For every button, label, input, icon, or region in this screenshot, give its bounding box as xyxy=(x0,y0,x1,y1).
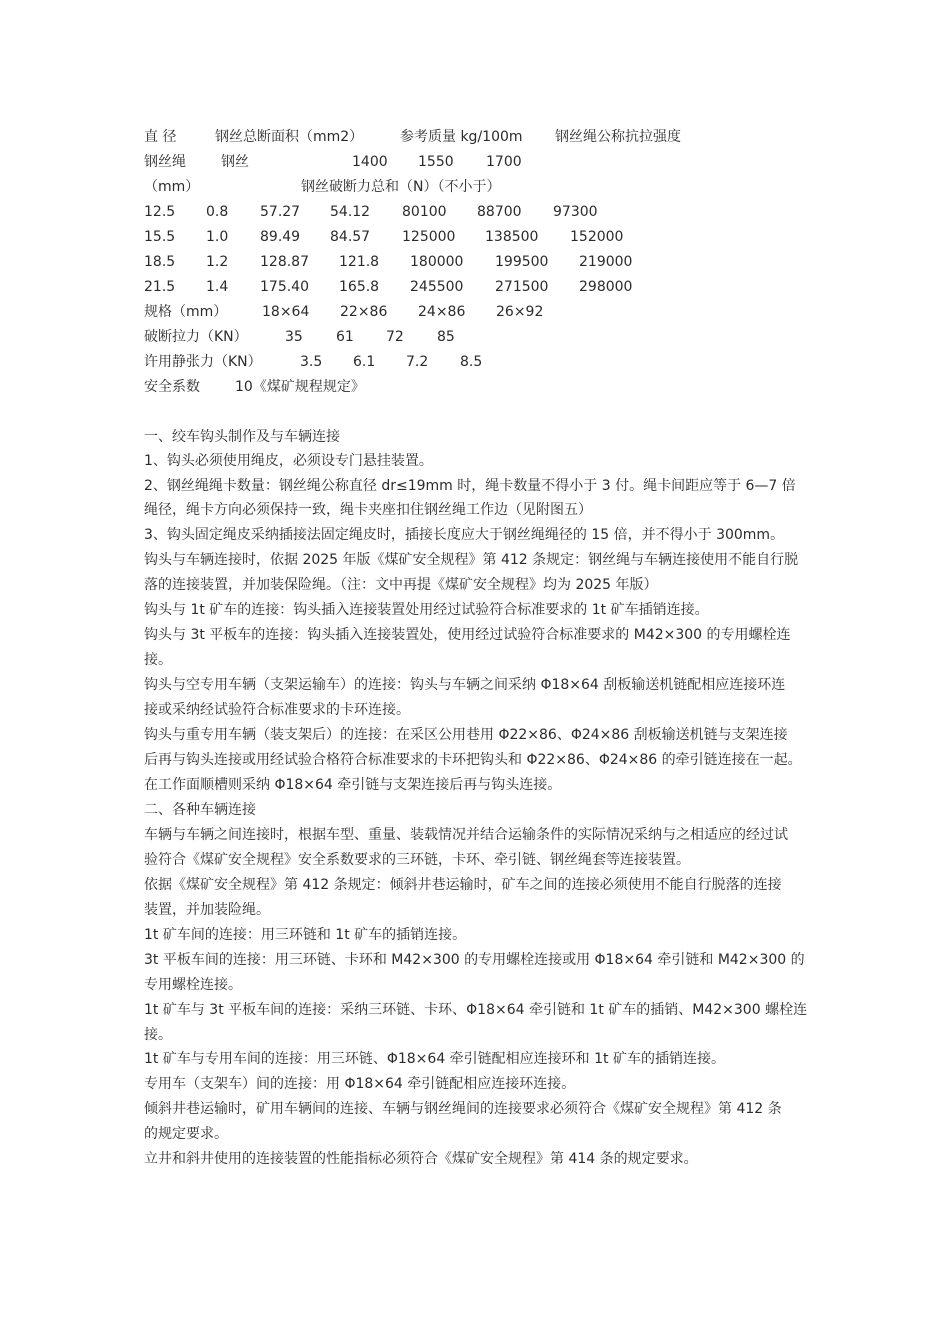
chain-breaking-value: 61 xyxy=(336,329,354,345)
cell-wire-diameter: 1.4 xyxy=(206,279,229,295)
header-grade-1400: 1400 xyxy=(352,154,388,170)
paragraph-line: 专用螺栓连接。 xyxy=(144,977,242,993)
paragraph-line: 2、钢丝绳绳卡数量：钢丝绳公称直径 dr≤19mm 时，绳卡数量不得小于 3 付。绳卡间距应等于 6—7 倍 xyxy=(144,478,796,494)
paragraph-line: 验符合《煤矿安全规程》安全系数要求的三环链，卡环、牵引链、钢丝绳套等连接装置。 xyxy=(144,852,690,868)
section-heading-vehicles: 二、各种车辆连接 xyxy=(144,802,256,818)
chain-spec-label: 规格（mm） xyxy=(144,304,228,320)
chain-spec-value: 24×86 xyxy=(418,304,466,320)
cell-force-1550: 199500 xyxy=(495,254,549,270)
paragraph-line: 落的连接装置，并加装保险绳。（注：文中再提《煤矿安全规程》均为 2025 年版） xyxy=(144,577,658,593)
chain-static-value: 3.5 xyxy=(300,354,323,370)
paragraph-line: 的规定要求。 xyxy=(144,1126,228,1142)
chain-static-label: 许用静张力（KN） xyxy=(144,354,262,370)
paragraph-line: 1t 矿车间的连接：用三环链和 1t 矿车的插销连接。 xyxy=(144,927,467,943)
paragraph-line: 接。 xyxy=(144,1027,172,1043)
paragraph-line: 钩头与空专用车辆（支架运输车）的连接：钩头与车辆之间采纳 Φ18×64 刮板输送机链配相应连接环连 xyxy=(144,677,786,693)
cell-force-1700: 152000 xyxy=(570,229,624,245)
cell-reference-mass: 84.57 xyxy=(330,229,371,245)
chain-spec-value: 18×64 xyxy=(262,304,310,320)
chain-breaking-label: 破断拉力（KN） xyxy=(144,329,248,345)
cell-wire-diameter: 0.8 xyxy=(206,204,229,220)
paragraph-line: 钩头与车辆连接时，依据 2025 年版《煤矿安全规程》第 412 条规定：钢丝绳与车辆连接使用不能自行脱 xyxy=(144,552,799,568)
chain-safety-value: 10《煤矿规程规定》 xyxy=(235,379,365,395)
paragraph-line: 专用车（支架车）间的连接：用 Φ18×64 牵引链配相应连接环连接。 xyxy=(144,1076,576,1092)
paragraph-line: 绳径，绳卡方向必须保持一致，绳卡夹座扣住钢丝绳工作边（见附图五） xyxy=(144,502,592,518)
cell-wire-area: 89.49 xyxy=(260,229,301,245)
cell-rope-diameter: 15.5 xyxy=(144,229,176,245)
header-grade-1700: 1700 xyxy=(486,154,522,170)
cell-wire-diameter: 1.0 xyxy=(206,229,229,245)
paragraph-line: 3t 平板车间的连接：用三环链、卡环和 M42×300 的专用螺栓连接或用 Φ18×64 牵引链和 M42×300 的 xyxy=(144,952,805,968)
paragraph-line: 依据《煤矿安全规程》第 412 条规定：倾斜井巷运输时，矿车之间的连接必须使用不能自行脱落的连接 xyxy=(144,877,782,893)
header-reference-mass: 参考质量 kg/100m xyxy=(400,129,523,145)
header-wire-area: 钢丝总断面积（mm2） xyxy=(215,129,364,145)
paragraph-line: 倾斜井巷运输时，矿用车辆间的连接、车辆与钢丝绳间的连接要求必须符合《煤矿安全规程》第 412 条 xyxy=(144,1101,782,1117)
paragraph-line: 3、钩头固定绳皮采纳插接法固定绳皮时，插接长度应大于钢丝绳绳径的 15 倍，并不得小于 300mm。 xyxy=(144,527,785,543)
chain-spec-value: 22×86 xyxy=(340,304,388,320)
paragraph-line: 在工作面顺槽则采纳 Φ18×64 牵引链与支架连接后再与钩头连接。 xyxy=(144,777,562,793)
paragraph-line: 接或采纳经试验符合标准要求的卡环连接。 xyxy=(144,702,410,718)
header-rope: 钢丝绳 xyxy=(144,154,186,170)
cell-force-1700: 219000 xyxy=(579,254,633,270)
cell-rope-diameter: 12.5 xyxy=(144,204,176,220)
paragraph-line: 钩头与重专用车辆（装支架后）的连接：在采区公用巷用 Φ22×86、Φ24×86 刮板输送机链与支架连接 xyxy=(144,727,788,743)
cell-force-1550: 138500 xyxy=(485,229,539,245)
header-breaking-force: 钢丝破断力总和（N）（不小于） xyxy=(301,179,501,195)
cell-wire-area: 175.40 xyxy=(260,279,309,295)
paragraph-line: 车辆与车辆之间连接时，根据车型、重量、装载情况并结合运输条件的实际情况采纳与之相适应的经过试 xyxy=(144,827,788,843)
chain-breaking-value: 35 xyxy=(285,329,303,345)
cell-rope-diameter: 21.5 xyxy=(144,279,176,295)
cell-reference-mass: 165.8 xyxy=(339,279,380,295)
cell-force-1700: 97300 xyxy=(553,204,598,220)
header-diameter: 直 径 xyxy=(144,129,177,145)
chain-spec-value: 26×92 xyxy=(496,304,544,320)
paragraph-line: 立井和斜井使用的连接装置的性能指标必须符合《煤矿安全规程》第 414 条的规定要求。 xyxy=(144,1151,698,1167)
header-grade-1550: 1550 xyxy=(418,154,454,170)
chain-safety-label: 安全系数 xyxy=(144,379,200,395)
chain-breaking-value: 72 xyxy=(386,329,404,345)
cell-wire-area: 57.27 xyxy=(260,204,301,220)
chain-static-value: 7.2 xyxy=(406,354,429,370)
cell-reference-mass: 54.12 xyxy=(330,204,371,220)
header-tensile-strength: 钢丝绳公称抗拉强度 xyxy=(555,129,681,145)
cell-force-1550: 88700 xyxy=(477,204,522,220)
chain-breaking-value: 85 xyxy=(437,329,455,345)
paragraph-line: 钩头与 1t 矿车的连接：钩头插入连接装置处用经过试验符合标准要求的 1t 矿车插销连接。 xyxy=(144,602,709,618)
paragraph-line: 钩头与 3t 平板车的连接：钩头插入连接装置处，使用经过试验符合标准要求的 M42×300 的专用螺栓连 xyxy=(144,627,791,643)
paragraph-line: 1、钩头必须使用绳皮，必须设专门悬挂装置。 xyxy=(144,453,433,469)
cell-force-1400: 245500 xyxy=(410,279,464,295)
cell-force-1400: 180000 xyxy=(410,254,464,270)
chain-static-value: 6.1 xyxy=(353,354,376,370)
cell-force-1400: 80100 xyxy=(402,204,447,220)
cell-reference-mass: 121.8 xyxy=(339,254,380,270)
paragraph-line: 装置，并加装险绳。 xyxy=(144,902,270,918)
header-wire: 钢丝 xyxy=(221,154,249,170)
paragraph-line: 1t 矿车与 3t 平板车间的连接：采纳三环链、卡环、Φ18×64 牵引链和 1t 矿车的插销、M42×300 螺栓连 xyxy=(144,1002,808,1018)
cell-wire-area: 128.87 xyxy=(260,254,309,270)
header-unit-mm: （mm） xyxy=(144,179,200,195)
chain-static-value: 8.5 xyxy=(460,354,483,370)
cell-force-1400: 125000 xyxy=(402,229,456,245)
cell-force-1700: 298000 xyxy=(579,279,633,295)
cell-rope-diameter: 18.5 xyxy=(144,254,176,270)
paragraph-line: 1t 矿车与专用车间的连接：用三环链、Φ18×64 牵引链配相应连接环和 1t 矿车的插销连接。 xyxy=(144,1051,725,1067)
cell-force-1550: 271500 xyxy=(495,279,549,295)
section-heading-hook: 一、绞车钩头制作及与车辆连接 xyxy=(144,429,340,445)
paragraph-line: 接。 xyxy=(144,652,172,668)
cell-wire-diameter: 1.2 xyxy=(206,254,229,270)
paragraph-line: 后再与钩头连接或用经试验合格符合标准要求的卡环把钩头和 Φ22×86、Φ24×86 的牵引链连接在一起。 xyxy=(144,752,802,768)
